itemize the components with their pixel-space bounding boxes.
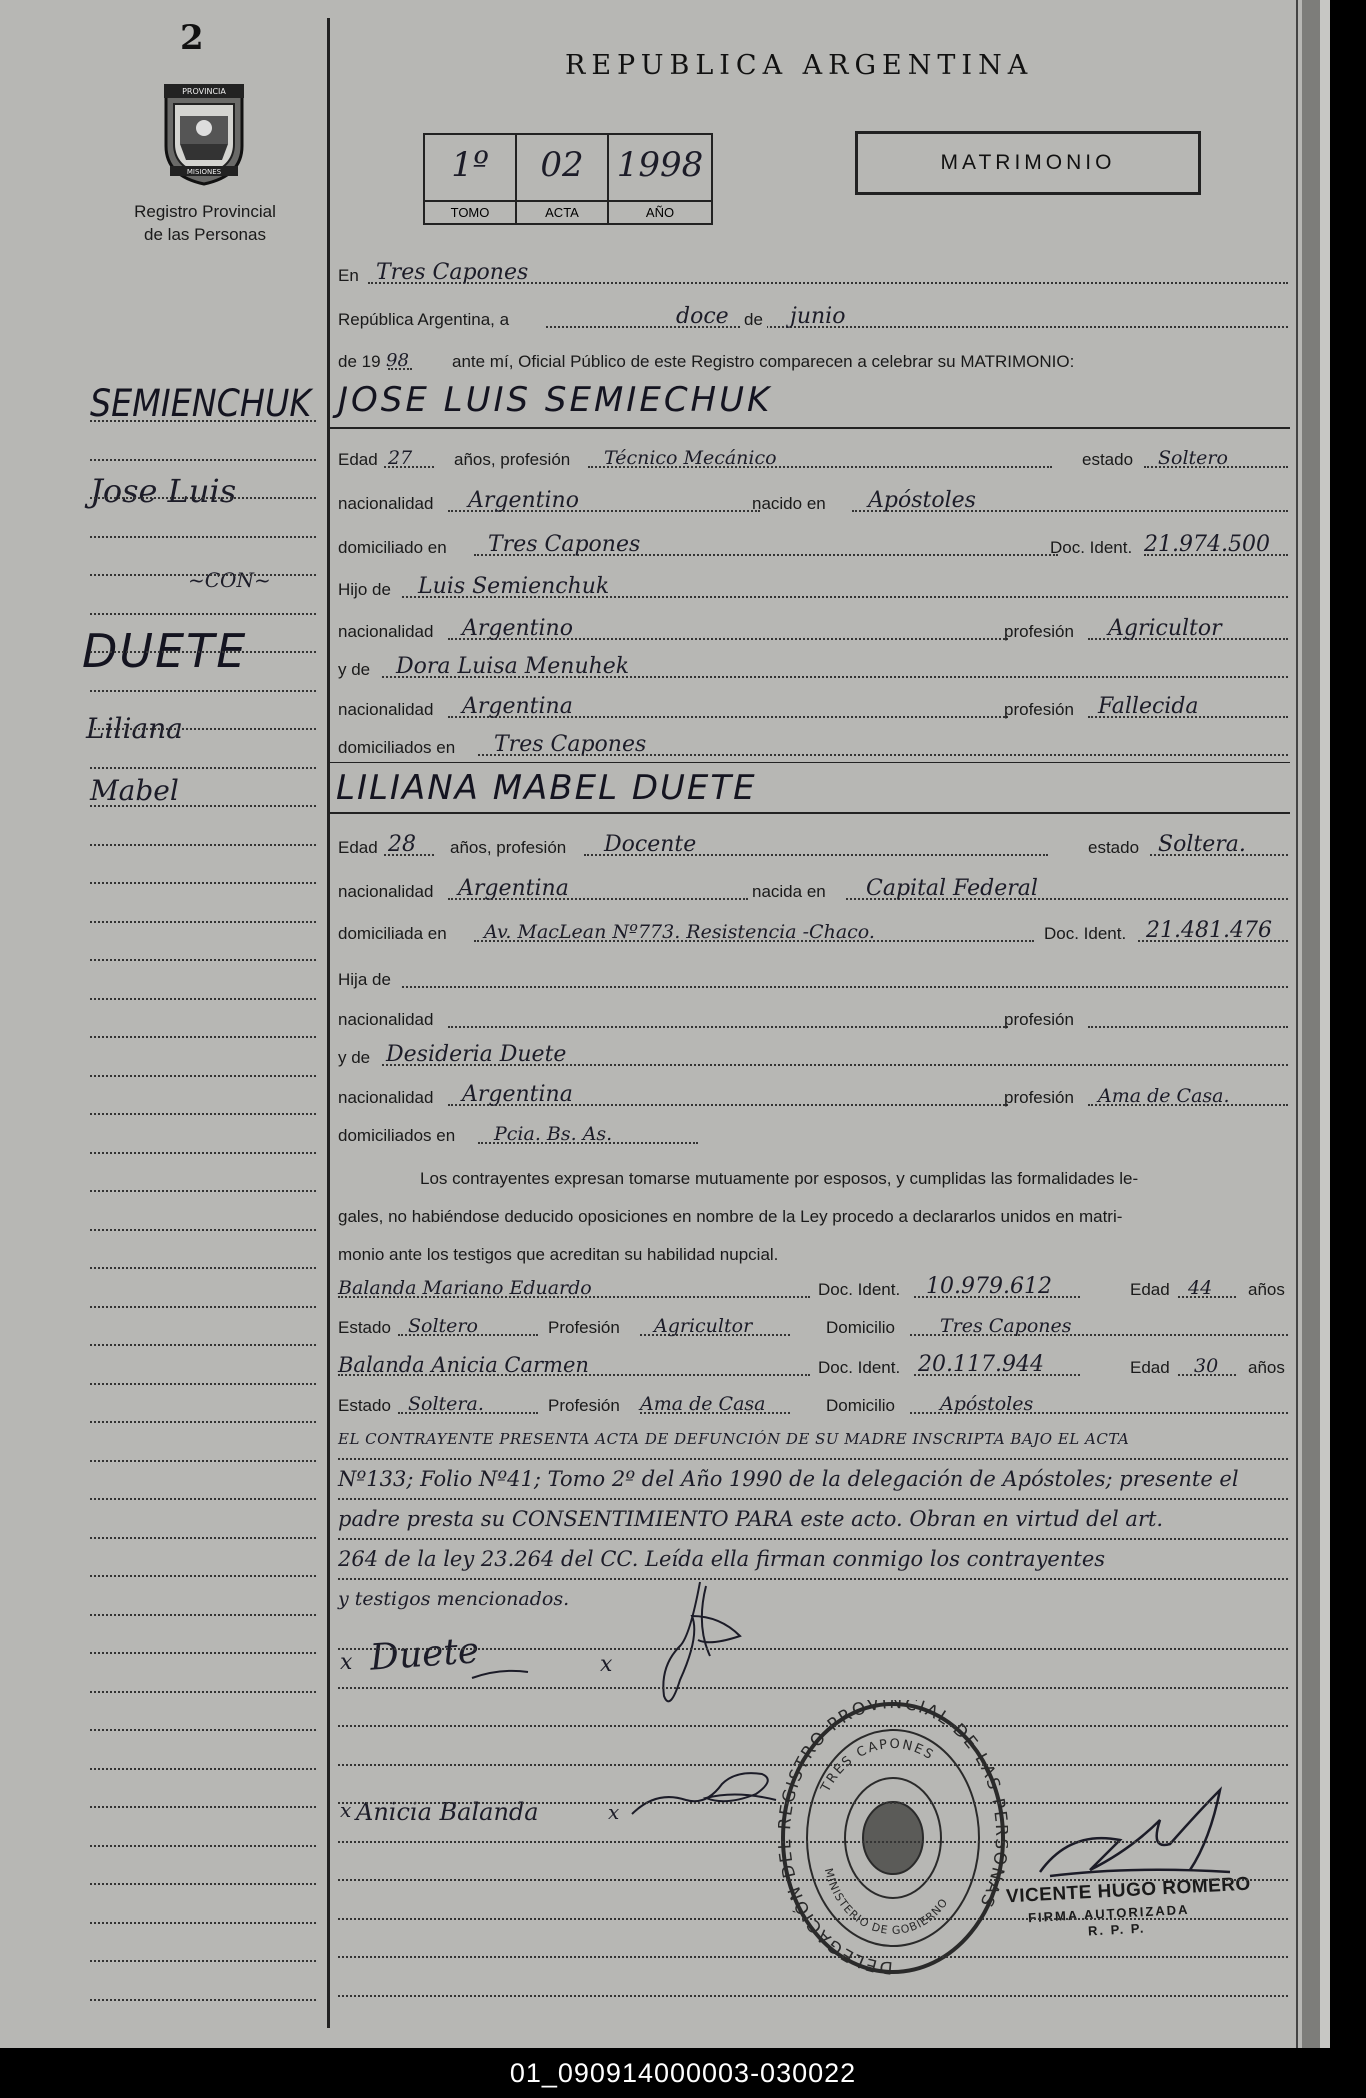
- groom-padres-dom: Tres Capones: [494, 732, 647, 757]
- witness2-estado: Soltera.: [408, 1393, 484, 1415]
- declaration-line-3: monio ante los testigos que acreditan su habilidad nupcial.: [338, 1245, 779, 1264]
- madre-prof-label: profesión: [1004, 1088, 1074, 1107]
- sign-mark-4: x: [608, 1800, 620, 1824]
- witness2-doc: 20.117.944: [918, 1352, 1044, 1377]
- edad-label: Edad: [338, 450, 378, 469]
- en-label: En: [338, 266, 359, 285]
- sidebar-bride-name2: Mabel: [90, 774, 179, 807]
- groom-nacionalidad-row: [338, 482, 1288, 518]
- margin-line: [90, 613, 316, 615]
- intro-month: junio: [790, 304, 846, 329]
- estado-label: Estado: [338, 1318, 391, 1337]
- groom-padre-prof: Agricultor: [1108, 616, 1222, 641]
- stamp-inner-text: TRES CAPONES: [818, 1736, 938, 1795]
- groom-madre-nac: Argentina: [462, 694, 573, 719]
- margin-line: [90, 1306, 316, 1308]
- groom-edad-row: [338, 438, 1288, 474]
- official-name: VICENTE HUGO ROMERO: [1005, 1873, 1252, 1908]
- sign-mark-3: x: [340, 1798, 352, 1822]
- seal-text-bottom: MISIONES: [186, 168, 222, 176]
- margin-line: [90, 1152, 316, 1154]
- groom-madre-nac-row: [338, 688, 1288, 724]
- margin-line: [90, 1729, 316, 1731]
- bride-madre: Desideria Duete: [386, 1042, 567, 1067]
- stamp-inner-text-2: MINISTERIO DE GOBIERNO: [821, 1866, 951, 1938]
- page-edge: [1302, 0, 1320, 2048]
- margin-line: [90, 1614, 316, 1616]
- witness2-estado-row: [338, 1384, 1288, 1420]
- witness1-estado: Soltero: [408, 1315, 478, 1337]
- blank-line: [338, 1648, 1288, 1650]
- bride-signature: Duete: [368, 1630, 481, 1679]
- groom-padre-nac-row: [338, 610, 1288, 646]
- registry-name: [100, 200, 310, 246]
- domiciliada-label: domiciliada en: [338, 924, 447, 943]
- sidebar-bride-surname: DUETE: [82, 624, 248, 678]
- margin-line: [90, 1421, 316, 1423]
- bride-domicilio-row: [338, 912, 1288, 948]
- margin-line: [90, 844, 316, 846]
- margin-line: [90, 497, 316, 499]
- intro-place: Tres Capones: [376, 260, 529, 285]
- margin-line: [90, 690, 316, 692]
- hija-label: Hija de: [338, 970, 391, 989]
- blank-line: [338, 1918, 1288, 1920]
- intro-year: 98: [386, 350, 409, 371]
- anos-label: años: [1248, 1280, 1285, 1299]
- domicilio-label: Domicilio: [826, 1318, 895, 1337]
- margin-line: [90, 1190, 316, 1192]
- groom-padre-row: [338, 568, 1288, 604]
- intro-year-row: [338, 340, 1288, 376]
- margin-line: [90, 459, 316, 461]
- padre-nac-label: nacionalidad: [338, 622, 434, 641]
- madre-nac-label: nacionalidad: [338, 700, 434, 719]
- blank-line: [338, 1841, 1288, 1843]
- nacido-label: nacido en: [752, 494, 826, 513]
- groom-madre-prof: Fallecida: [1098, 694, 1199, 719]
- declaration-line-2: gales, no habiéndose deducido oposiciones en nombre de la Ley procedo a declararlos unidos en matri-: [338, 1207, 1123, 1226]
- madre-prof-label: profesión: [1004, 700, 1074, 719]
- sign-mark-1: x: [340, 1650, 353, 1675]
- registry-line-1: Registro Provincial: [134, 202, 276, 221]
- margin-line: [90, 767, 316, 769]
- profesion-label: Profesión: [548, 1396, 620, 1415]
- groom-doc: 21.974.500: [1144, 532, 1270, 557]
- groom-padres-dom-row: [338, 726, 1288, 762]
- right-margin-line: [1296, 0, 1298, 2048]
- padre-prof-label: profesión: [1004, 1010, 1074, 1029]
- republica-label: República Argentina, a: [338, 310, 510, 329]
- doc-label: Doc. Ident.: [1050, 538, 1133, 557]
- stamp-outer-text: DELEGACIÓN D EGISTRO PROVINCIAL DE LAS P NAS: [778, 1700, 1008, 1976]
- groom-madre: Dora Luisa Menuhek: [396, 654, 630, 679]
- margin-line: [90, 1344, 316, 1346]
- sidebar-groom-name: Jose Luis: [90, 472, 237, 510]
- margin-line: [90, 1883, 316, 1885]
- sign-mark-2: x: [600, 1652, 613, 1677]
- groom-edad: 27: [388, 447, 413, 469]
- sidebar-bride-name1: Liliana: [86, 712, 183, 745]
- bride-madre-nac-row: [338, 1076, 1288, 1112]
- margin-line: [90, 728, 316, 730]
- margin-line: [90, 651, 316, 653]
- edad-label: Edad: [338, 838, 378, 857]
- witness2-signature: Anicia Balanda: [356, 1798, 539, 1826]
- de-label: de: [740, 310, 767, 330]
- seal-text-top: PROVINCIA: [182, 87, 226, 96]
- declaration-text: [338, 1160, 1290, 1274]
- sidebar-con: ~CON~: [188, 568, 271, 592]
- margin-line: [90, 1229, 316, 1231]
- margin-line: [90, 1845, 316, 1847]
- groom-full-name: JOSE LUIS SEMIECHUK: [338, 380, 773, 420]
- notes: [338, 1420, 1288, 1618]
- groom-madre-row: [338, 648, 1288, 684]
- margin-line: [90, 1036, 316, 1038]
- profesion-label: Profesión: [548, 1318, 620, 1337]
- bride-signature-stroke: [470, 1664, 530, 1689]
- nacionalidad-label: nacionalidad: [338, 882, 434, 901]
- groom-domicilio-row: [338, 526, 1288, 562]
- intro-place-row: [338, 254, 1288, 290]
- groom-nacido: Apóstoles: [868, 488, 976, 513]
- margin-line: [90, 1768, 316, 1770]
- groom-padre: Luis Semienchuk: [418, 574, 610, 599]
- padre-nac-label: nacionalidad: [338, 1010, 434, 1029]
- provincial-seal-icon: [160, 76, 248, 186]
- bride-padres-dom: Pcia. Bs. As.: [494, 1123, 613, 1145]
- acta-label: ACTA: [517, 200, 607, 220]
- bride-edad: 28: [388, 832, 416, 857]
- blank-line: [338, 1764, 1288, 1766]
- margin-line: [90, 1922, 316, 1924]
- witness1-doc: 10.979.612: [926, 1274, 1052, 1299]
- domicilio-label: Domicilio: [826, 1396, 895, 1415]
- margin-line: [90, 882, 316, 884]
- groom-estado: Soltero: [1158, 447, 1228, 469]
- note-line-1: EL CONTRAYENTE PRESENTA ACTA DE DEFUNCIÓN DE SU MADRE INSCRIPTA BAJO EL ACTA: [338, 1420, 1288, 1460]
- bride-padres-dom-row: [338, 1114, 1288, 1150]
- margin-line: [90, 1960, 316, 1962]
- record-type-box: MATRIMONIO: [855, 131, 1201, 195]
- blank-line: [338, 1995, 1288, 1997]
- estado-label: estado: [1082, 450, 1134, 469]
- margin-line: [90, 1999, 316, 2001]
- page-number: 2: [180, 18, 204, 58]
- margin-line: [90, 1267, 316, 1269]
- intro-date-row: [338, 298, 1288, 334]
- note-line-2: Nº133; Folio Nº41; Tomo 2º del Año 1990 de la delegación de Apóstoles; presente el: [338, 1460, 1288, 1500]
- estado-label: estado: [1088, 838, 1140, 857]
- bride-nacida: Capital Federal: [866, 876, 1038, 901]
- bride-padre-nac-row: [338, 998, 1288, 1034]
- margin-line: [90, 1460, 316, 1462]
- bride-profesion: Docente: [604, 832, 697, 857]
- de19-label: de 19: [338, 352, 381, 371]
- yde-label: y de: [338, 660, 371, 679]
- bride-doc: 21.481.476: [1146, 918, 1272, 943]
- groom-profesion: Técnico Mecánico: [604, 447, 777, 469]
- note-line-5: y testigos mencionados.: [338, 1588, 570, 1610]
- bride-domicilio: Av. MacLean Nº773. Resistencia -Chaco.: [484, 921, 875, 943]
- bride-estado: Soltera.: [1158, 832, 1246, 857]
- margin-line: [90, 959, 316, 961]
- official-title: FIRMA AUTORIZADA: [1027, 1901, 1190, 1926]
- declaration-line-1: Los contrayentes expresan tomarse mutuamente por esposos, y cumplidas las formalidades le-: [420, 1169, 1139, 1188]
- blank-line: [338, 1687, 1288, 1689]
- anos-profesion-label: años, profesión: [450, 838, 567, 857]
- svg-text:MINISTERIO DE GOBIERNO: [822, 1867, 951, 1937]
- margin-line: [90, 1691, 316, 1693]
- margin-line: [90, 1498, 316, 1500]
- bride-nacionalidad-row: [338, 870, 1288, 906]
- doc-label: Doc. Ident.: [818, 1280, 901, 1299]
- intro-day: doce: [676, 304, 729, 329]
- bride-nacionalidad: Argentina: [458, 876, 569, 901]
- record-box: [423, 133, 713, 225]
- anos-profesion-label: años, profesión: [454, 450, 571, 469]
- bride-full-name: LILIANA MABEL DUETE: [336, 768, 757, 808]
- witness2-domicilio: Apóstoles: [940, 1393, 1034, 1415]
- tomo-value: 1º: [451, 145, 489, 185]
- page-edge-light: [1320, 0, 1330, 2048]
- witness2-name-row: [338, 1346, 1288, 1382]
- margin-line: [90, 1075, 316, 1077]
- nacionalidad-label: nacionalidad: [338, 494, 434, 513]
- witness2-name: Balanda Anicia Carmen: [338, 1353, 589, 1377]
- witness1-estado-row: [338, 1306, 1288, 1342]
- blank-line: [338, 1956, 1288, 1958]
- bride-padre-row: [338, 958, 1288, 994]
- margin-line: [90, 998, 316, 1000]
- hijo-label: Hijo de: [338, 580, 391, 599]
- padre-prof-label: profesión: [1004, 622, 1074, 641]
- note-line-3: padre presta su CONSENTIMIENTO PARA este acto. Obran en virtud del art.: [338, 1500, 1288, 1540]
- edad-label: Edad: [1130, 1358, 1170, 1377]
- margin-line: [90, 921, 316, 923]
- bride-madre-prof: Ama de Casa.: [1098, 1085, 1230, 1107]
- sidebar-groom-surname: SEMIENCHUK: [90, 382, 312, 425]
- registry-line-2: de las Personas: [144, 225, 266, 244]
- margin-line: [90, 1383, 316, 1385]
- ano-value: 1998: [616, 145, 704, 185]
- margin-line: [90, 1537, 316, 1539]
- doc-label: Doc. Ident.: [818, 1358, 901, 1377]
- nacida-label: nacida en: [752, 882, 826, 901]
- blank-line: [338, 1725, 1288, 1727]
- witness2-profesion: Ama de Casa: [640, 1393, 766, 1415]
- bride-madre-nac: Argentina: [462, 1082, 573, 1107]
- margin-line: [90, 1806, 316, 1808]
- margin-line: [90, 420, 316, 422]
- padres-dom-label: domiciliados en: [338, 738, 456, 757]
- madre-nac-label: nacionalidad: [338, 1088, 434, 1107]
- ano-label: AÑO: [609, 200, 711, 220]
- bride-madre-row: [338, 1036, 1288, 1072]
- doc-label: Doc. Ident.: [1044, 924, 1127, 943]
- anos-label: años: [1248, 1358, 1285, 1377]
- margin-line: [90, 1652, 316, 1654]
- blank-line: [338, 1802, 1288, 1804]
- margin-line: [90, 574, 316, 576]
- margin-line: [90, 805, 316, 807]
- footer-label: 01_090914000003-030022: [0, 2048, 1366, 2098]
- witness2-edad: 30: [1194, 1355, 1219, 1377]
- witness1-domicilio: Tres Capones: [940, 1315, 1072, 1337]
- margin-line: [90, 536, 316, 538]
- witness1-edad: 44: [1188, 1277, 1213, 1299]
- note-line-4: 264 de la ley 23.264 del CC. Leída ella firman conmigo los contrayentes: [338, 1540, 1288, 1580]
- acta-value: 02: [540, 145, 584, 185]
- yde-label: y de: [338, 1048, 371, 1067]
- padres-dom-label: domiciliados en: [338, 1126, 456, 1145]
- blank-line: [338, 1879, 1288, 1881]
- groom-padre-nac: Argentino: [462, 616, 573, 641]
- official-stamp-icon: [778, 1700, 1008, 1976]
- estado-label: Estado: [338, 1396, 391, 1415]
- official-code: R. P. P.: [1087, 1920, 1146, 1939]
- bride-edad-row: [338, 826, 1288, 862]
- groom-domicilio: Tres Capones: [488, 532, 641, 557]
- column-divider: [327, 18, 330, 2028]
- groom-nacionalidad: Argentino: [468, 488, 579, 513]
- witness1-profesion: Agricultor: [654, 1315, 753, 1337]
- witness1-name-row: [338, 1268, 1288, 1304]
- intro-sentence: ante mí, Oficial Público de este Registro comparecen a celebrar su MATRIMONIO:: [452, 352, 1075, 371]
- header-title: REPUBLICA ARGENTINA: [565, 50, 1034, 81]
- margin-line: [90, 1113, 316, 1115]
- edad-label: Edad: [1130, 1280, 1170, 1299]
- domiciliado-label: domiciliado en: [338, 538, 447, 557]
- tomo-label: TOMO: [425, 200, 515, 220]
- margin-line: [90, 1575, 316, 1577]
- witness1-name: Balanda Mariano Eduardo: [338, 1277, 592, 1299]
